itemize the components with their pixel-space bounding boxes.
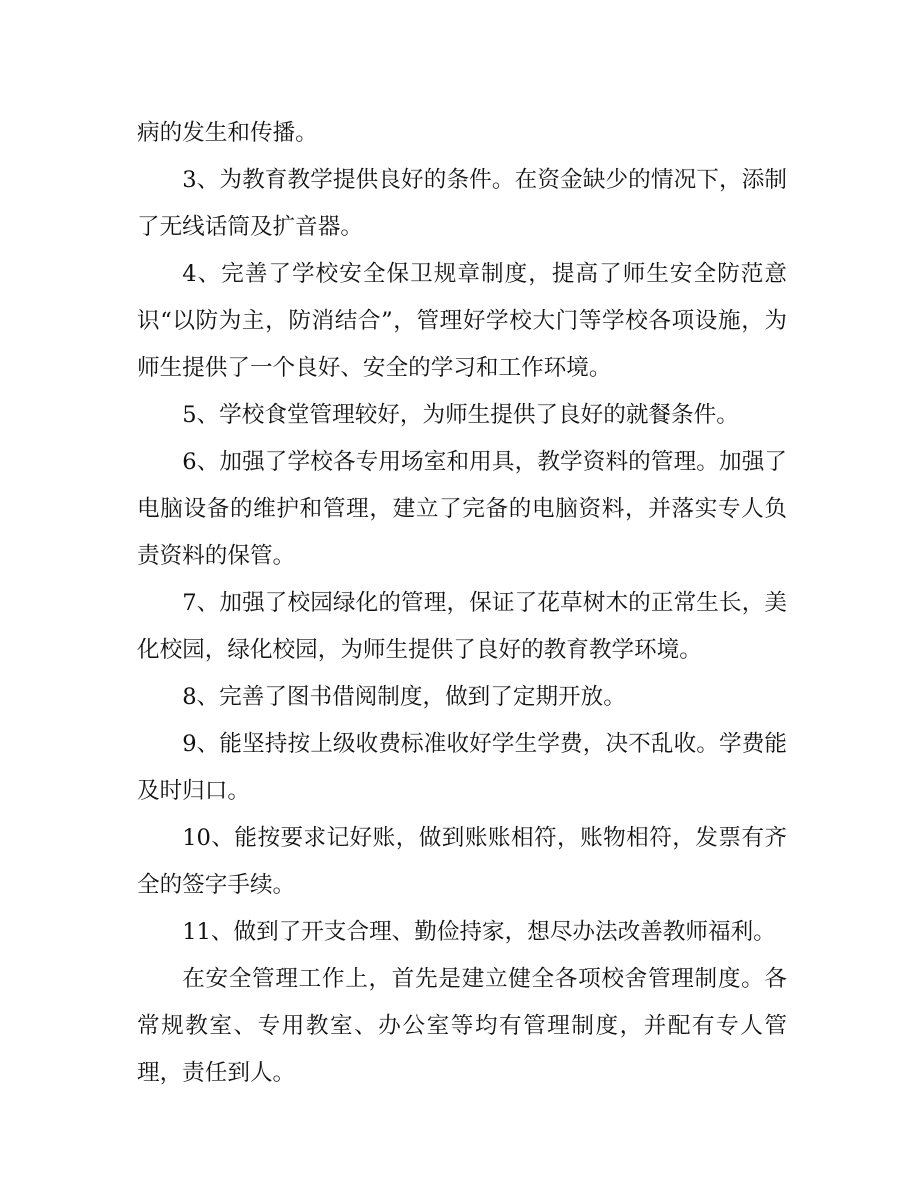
paragraph-5: 6、加强了学校各专用场室和用具，教学资料的管理。加强了电脑设备的维护和管理，建立了完备的电脑资料，并落实专人负责资料的保管。: [137, 449, 787, 569]
paragraph-6: 7、加强了校园绿化的管理，保证了花草树木的正常生长，美化校园，绿化校园，为师生提供了良好的教育教学环境。: [137, 590, 787, 663]
paragraph-3: 4、完善了学校安全保卫规章制度，提高了师生安全防范意识“以防为主，防消结合”，管理好学校大门等学校各项设施，为师生提供了一个良好、安全的学习和工作环境。: [137, 261, 787, 381]
paragraph-10: 11、做到了开支合理、勤俭持家，想尽办法改善教师福利。: [182, 919, 776, 945]
document-body: [137, 110, 787, 1097]
paragraph-1: 病的发生和传播。: [137, 120, 318, 146]
paragraph-4: 5、学校食堂管理较好，为师生提供了良好的就餐条件。: [182, 402, 739, 428]
paragraph-9: 10、能按要求记好账，做到账账相符，账物相符，发票有齐全的签字手续。: [137, 825, 787, 898]
paragraph-8: 9、能坚持按上级收费标准收好学生学费，决不乱收。学费能及时归口。: [137, 731, 787, 804]
paragraph-11: 在安全管理工作上，首先是建立健全各项校舍管理制度。各常规教室、专用教室、办公室等均有管理制度，并配有专人管理，责任到人。: [137, 966, 787, 1086]
paragraph-2: 3、为教育教学提供良好的条件。在资金缺少的情况下，添制了无线话筒及扩音器。: [137, 167, 787, 240]
paragraph-7: 8、完善了图书借阅制度，做到了定期开放。: [182, 684, 626, 710]
